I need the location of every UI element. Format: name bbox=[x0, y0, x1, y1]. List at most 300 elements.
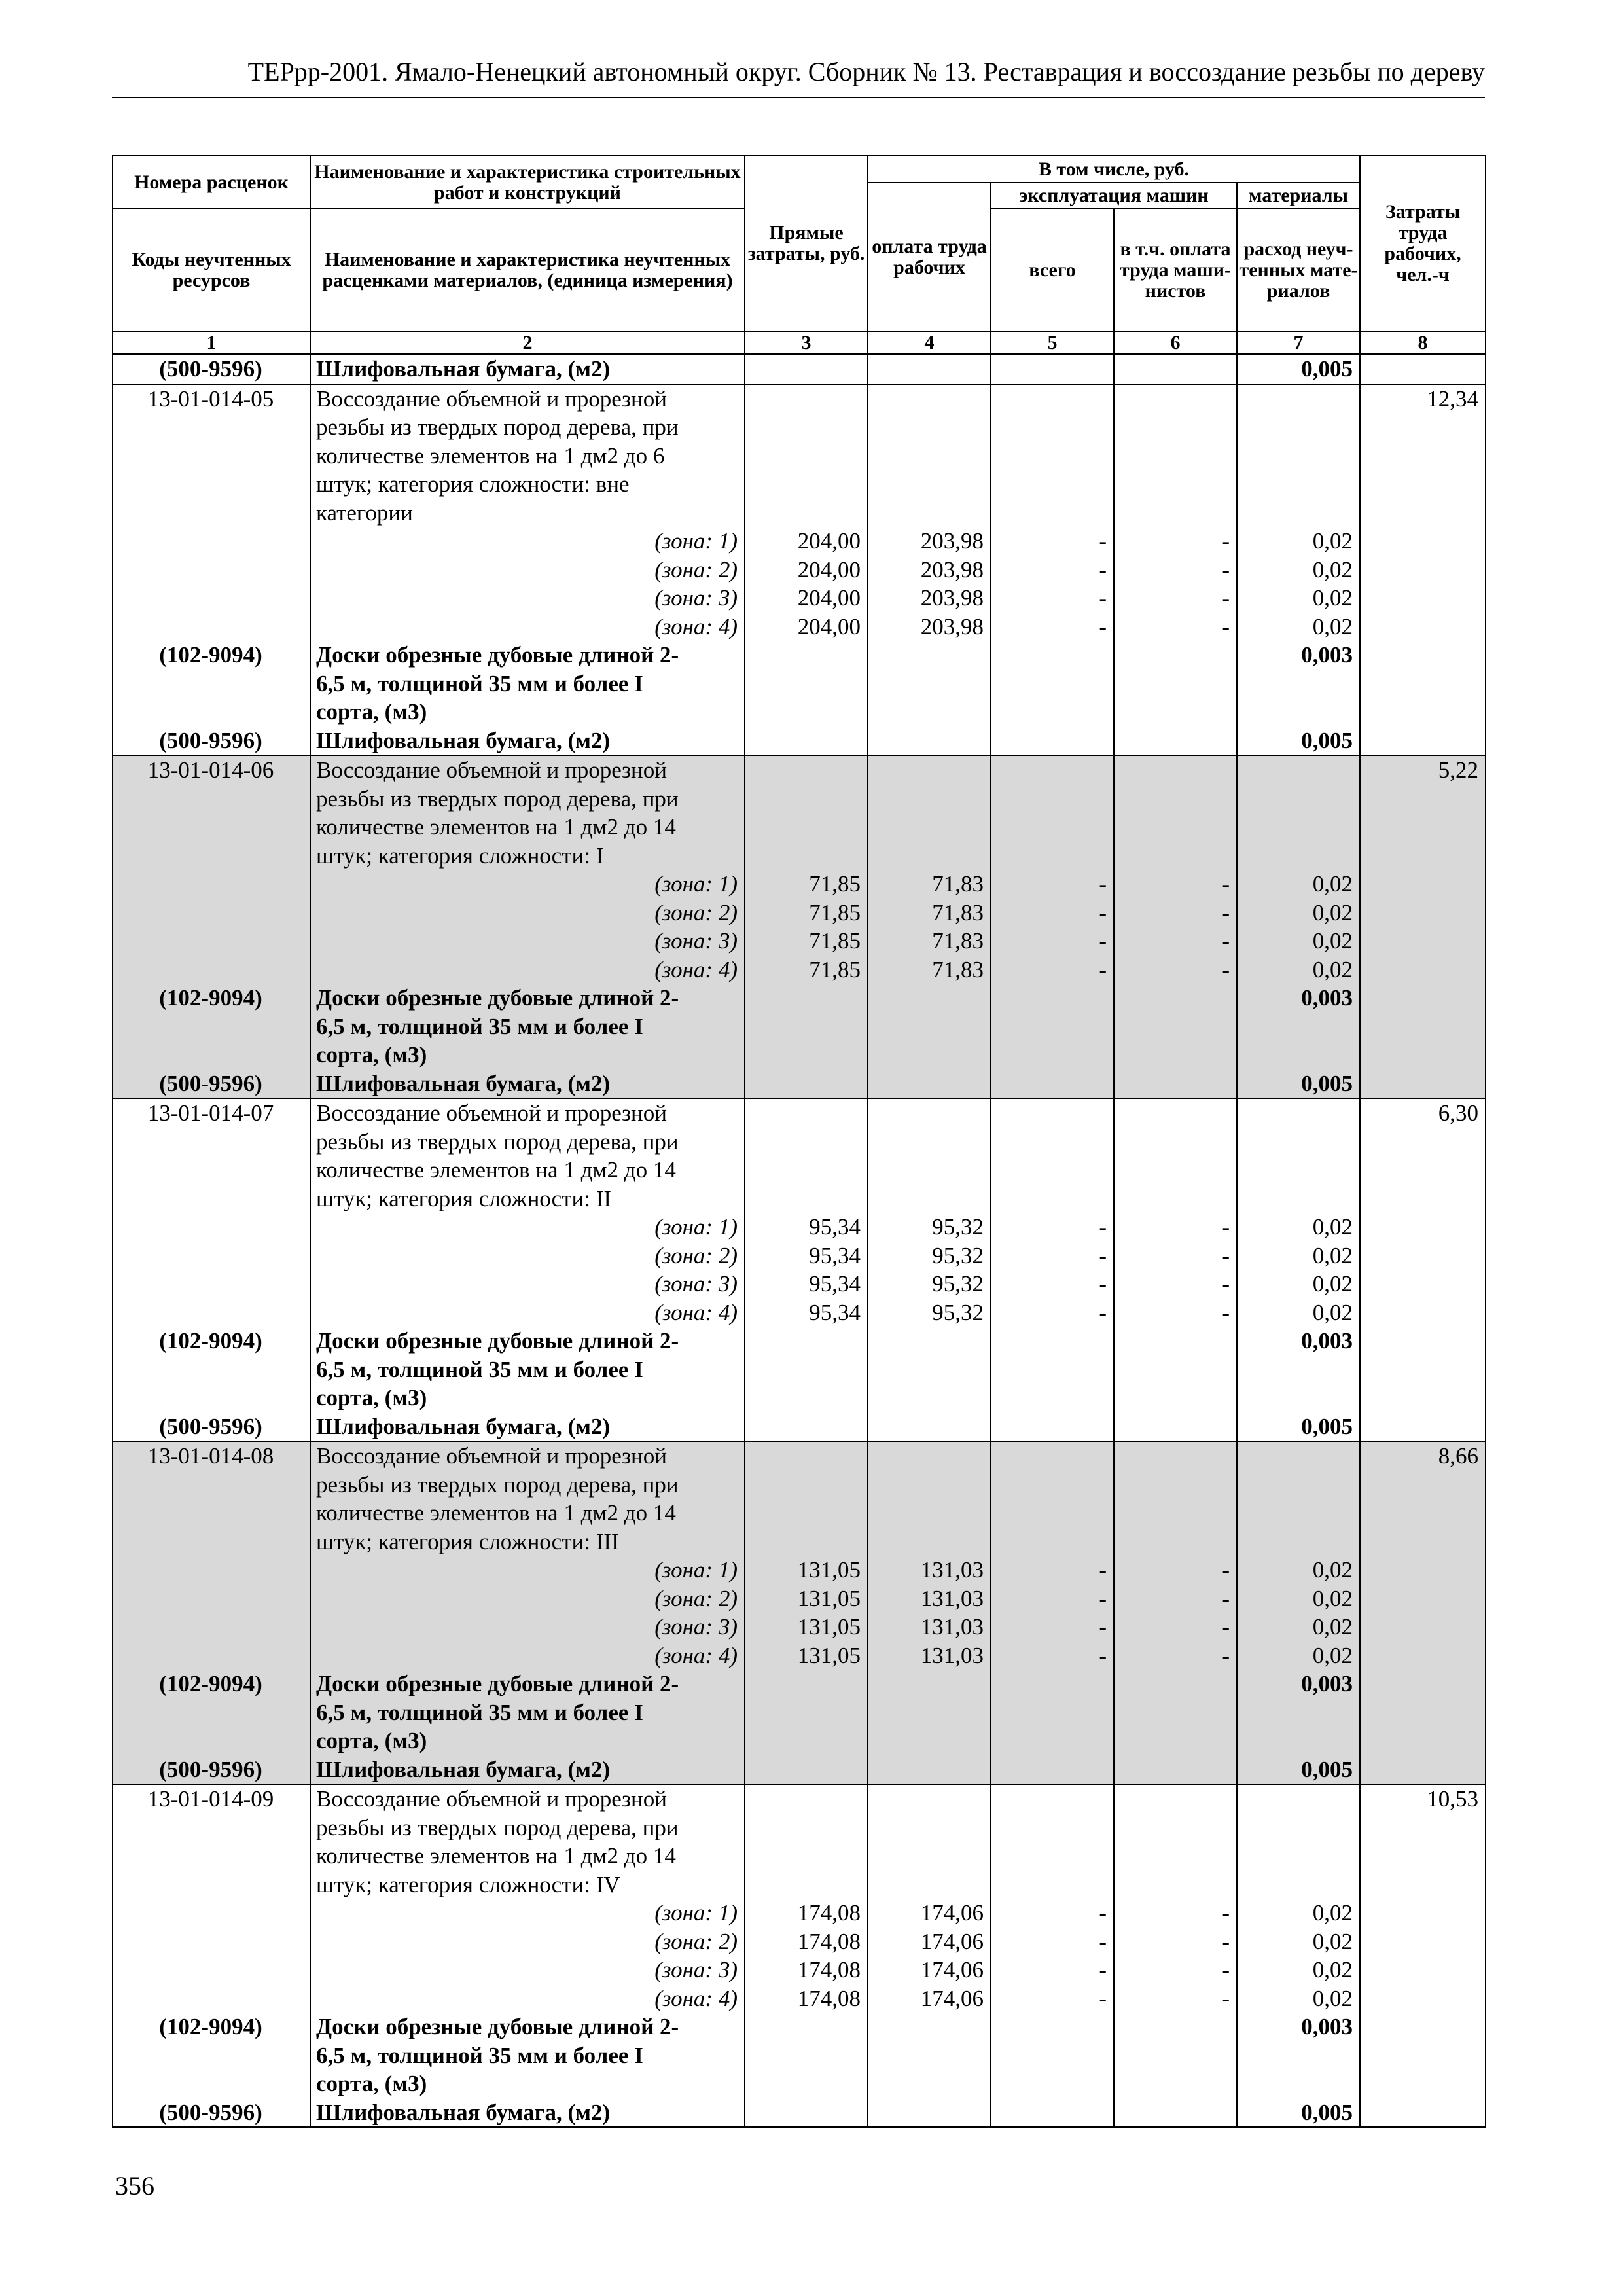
zone-label: (зона: 3) bbox=[310, 584, 745, 613]
direct-cost bbox=[745, 1384, 868, 1412]
machinist-wages bbox=[1114, 2098, 1237, 2128]
material-consumption: 0,02 bbox=[1237, 1613, 1360, 1641]
machinist-wages bbox=[1114, 1842, 1237, 1871]
direct-cost bbox=[745, 726, 868, 756]
column-number: 3 bbox=[745, 331, 868, 354]
machinist-wages bbox=[1114, 1128, 1237, 1157]
rate-description: Воссоздание объемной и прорезной bbox=[310, 384, 745, 414]
header-including: В том числе, руб. bbox=[868, 156, 1360, 183]
wages-cost bbox=[868, 499, 991, 528]
machinist-wages bbox=[1114, 1814, 1237, 1842]
labor-cost bbox=[1360, 1185, 1486, 1213]
wages-cost bbox=[868, 2041, 991, 2070]
machines-total: - bbox=[991, 1613, 1114, 1641]
zone-code-empty bbox=[113, 1641, 310, 1670]
material-consumption bbox=[1237, 1499, 1360, 1528]
material-name: Шлифовальная бумага, (м2) bbox=[310, 1755, 745, 1785]
machines-total bbox=[991, 755, 1114, 785]
labor-cost bbox=[1360, 1871, 1486, 1899]
machinist-wages bbox=[1114, 1412, 1237, 1442]
direct-cost: 204,00 bbox=[745, 527, 868, 556]
direct-cost bbox=[745, 1069, 868, 1099]
machines-total bbox=[991, 1185, 1114, 1213]
direct-cost: 131,05 bbox=[745, 1641, 868, 1670]
rate-description: штук; категория сложности: III bbox=[310, 1528, 745, 1556]
direct-cost bbox=[745, 1041, 868, 1069]
labor-cost bbox=[1360, 1842, 1486, 1871]
labor-cost bbox=[1360, 1299, 1486, 1327]
machinist-wages bbox=[1114, 698, 1237, 726]
zone-code-empty bbox=[113, 1956, 310, 1984]
wages-cost: 131,03 bbox=[868, 1585, 991, 1613]
rate-row bbox=[113, 1842, 1486, 1871]
machinist-wages: - bbox=[1114, 527, 1237, 556]
resource-code: (500-9596) bbox=[113, 1412, 310, 1442]
zone-row bbox=[113, 1585, 1486, 1613]
machinist-wages bbox=[1114, 1698, 1237, 1727]
zone-row bbox=[113, 1928, 1486, 1956]
wages-cost bbox=[868, 641, 991, 670]
rate-code bbox=[113, 1499, 310, 1528]
zone-label: (зона: 4) bbox=[310, 956, 745, 984]
machines-total: - bbox=[991, 1641, 1114, 1670]
machinist-wages: - bbox=[1114, 870, 1237, 899]
labor-cost bbox=[1360, 956, 1486, 984]
wages-cost bbox=[868, 1727, 991, 1755]
direct-cost: 71,85 bbox=[745, 870, 868, 899]
machinist-wages bbox=[1114, 1156, 1237, 1185]
machinist-wages bbox=[1114, 1441, 1237, 1471]
labor-cost bbox=[1360, 2098, 1486, 2128]
zone-row bbox=[113, 527, 1486, 556]
resource-code bbox=[113, 698, 310, 726]
machines-total bbox=[991, 499, 1114, 528]
header-labor-costs: Затраты труда рабочих, чел.-ч bbox=[1360, 156, 1486, 331]
rate-code bbox=[113, 813, 310, 842]
direct-cost bbox=[745, 1128, 868, 1157]
column-number: 7 bbox=[1237, 331, 1360, 354]
resource-code bbox=[113, 1384, 310, 1412]
machinist-wages bbox=[1114, 984, 1237, 1013]
machines-total: - bbox=[991, 1984, 1114, 2013]
rates-table bbox=[112, 155, 1486, 2128]
column-number: 4 bbox=[868, 331, 991, 354]
zone-code-empty bbox=[113, 556, 310, 584]
zone-row bbox=[113, 956, 1486, 984]
material-consumption: 0,02 bbox=[1237, 613, 1360, 641]
wages-cost bbox=[868, 1013, 991, 1041]
resource-code bbox=[113, 670, 310, 698]
machines-total bbox=[991, 1727, 1114, 1755]
direct-cost bbox=[745, 1355, 868, 1384]
rate-description: количестве элементов на 1 дм2 до 14 bbox=[310, 813, 745, 842]
direct-cost bbox=[745, 354, 868, 384]
rate-description: количестве элементов на 1 дм2 до 6 bbox=[310, 442, 745, 471]
direct-cost bbox=[745, 1013, 868, 1041]
material-consumption: 0,02 bbox=[1237, 1928, 1360, 1956]
resource-code bbox=[113, 1041, 310, 1069]
rate-code bbox=[113, 413, 310, 442]
direct-cost bbox=[745, 842, 868, 870]
zone-code-empty bbox=[113, 1613, 310, 1641]
labor-cost bbox=[1360, 442, 1486, 471]
zone-row bbox=[113, 899, 1486, 927]
rate-code bbox=[113, 1842, 310, 1871]
rate-row bbox=[113, 1471, 1486, 1499]
machinist-wages: - bbox=[1114, 1242, 1237, 1270]
material-name: Доски обрезные дубовые длиной 2- bbox=[310, 1327, 745, 1355]
material-row bbox=[113, 1384, 1486, 1412]
header-materials: материалы bbox=[1237, 183, 1360, 209]
zone-code-empty bbox=[113, 1299, 310, 1327]
material-consumption: 0,003 bbox=[1237, 1670, 1360, 1698]
material-consumption bbox=[1237, 1871, 1360, 1899]
direct-cost: 95,34 bbox=[745, 1213, 868, 1242]
direct-cost bbox=[745, 1412, 868, 1442]
material-row bbox=[113, 1041, 1486, 1069]
material-consumption: 0,02 bbox=[1237, 1641, 1360, 1670]
machines-total: - bbox=[991, 613, 1114, 641]
zone-label: (зона: 1) bbox=[310, 1213, 745, 1242]
labor-cost bbox=[1360, 899, 1486, 927]
machines-total bbox=[991, 1698, 1114, 1727]
labor-cost bbox=[1360, 842, 1486, 870]
machines-total bbox=[991, 2041, 1114, 2070]
wages-cost bbox=[868, 1842, 991, 1871]
material-row bbox=[113, 641, 1486, 670]
machines-total bbox=[991, 1441, 1114, 1471]
rate-row bbox=[113, 442, 1486, 471]
material-name: Шлифовальная бумага, (м2) bbox=[310, 354, 745, 384]
material-consumption bbox=[1237, 470, 1360, 499]
direct-cost bbox=[745, 984, 868, 1013]
rate-row bbox=[113, 785, 1486, 814]
direct-cost: 71,85 bbox=[745, 899, 868, 927]
machines-total bbox=[991, 470, 1114, 499]
labor-cost bbox=[1360, 1069, 1486, 1099]
machines-total bbox=[991, 726, 1114, 756]
header-resource-codes: Коды неучтенных ресурсов bbox=[113, 209, 310, 331]
direct-cost: 204,00 bbox=[745, 584, 868, 613]
direct-cost bbox=[745, 442, 868, 471]
machines-total bbox=[991, 1412, 1114, 1442]
material-consumption: 0,02 bbox=[1237, 1270, 1360, 1299]
wages-cost: 174,06 bbox=[868, 1984, 991, 2013]
machines-total bbox=[991, 1355, 1114, 1384]
direct-cost: 131,05 bbox=[745, 1585, 868, 1613]
labor-cost bbox=[1360, 613, 1486, 641]
zone-label: (зона: 2) bbox=[310, 1928, 745, 1956]
zone-row bbox=[113, 1984, 1486, 2013]
machines-total: - bbox=[991, 1956, 1114, 1984]
machinist-wages bbox=[1114, 1041, 1237, 1069]
machinist-wages: - bbox=[1114, 1613, 1237, 1641]
table-header bbox=[113, 156, 1486, 331]
zone-row bbox=[113, 1899, 1486, 1928]
machines-total: - bbox=[991, 527, 1114, 556]
rate-code bbox=[113, 442, 310, 471]
machines-total bbox=[991, 442, 1114, 471]
resource-code bbox=[113, 1698, 310, 1727]
material-name: Шлифовальная бумага, (м2) bbox=[310, 726, 745, 756]
wages-cost bbox=[868, 2098, 991, 2128]
labor-cost bbox=[1360, 1327, 1486, 1355]
table-body bbox=[113, 331, 1486, 2127]
material-consumption bbox=[1237, 1013, 1360, 1041]
machinist-wages bbox=[1114, 470, 1237, 499]
machinist-wages bbox=[1114, 1784, 1237, 1814]
wages-cost: 71,83 bbox=[868, 927, 991, 956]
labor-cost bbox=[1360, 1213, 1486, 1242]
labor-cost bbox=[1360, 1384, 1486, 1412]
wages-cost: 71,83 bbox=[868, 870, 991, 899]
material-consumption bbox=[1237, 384, 1360, 414]
rate-description: штук; категория сложности: I bbox=[310, 842, 745, 870]
machines-total: - bbox=[991, 1299, 1114, 1327]
rate-description: Воссоздание объемной и прорезной bbox=[310, 1441, 745, 1471]
wages-cost bbox=[868, 1041, 991, 1069]
machines-total: - bbox=[991, 1556, 1114, 1585]
rate-row bbox=[113, 813, 1486, 842]
material-row bbox=[113, 1727, 1486, 1755]
header-rate-numbers: Номера расценок bbox=[113, 156, 310, 209]
rate-description: штук; категория сложности: IV bbox=[310, 1871, 745, 1899]
material-row bbox=[113, 1670, 1486, 1698]
direct-cost: 95,34 bbox=[745, 1270, 868, 1299]
labor-cost bbox=[1360, 670, 1486, 698]
machinist-wages: - bbox=[1114, 927, 1237, 956]
wages-cost: 174,06 bbox=[868, 1956, 991, 1984]
material-consumption: 0,005 bbox=[1237, 726, 1360, 756]
rate-code: 13-01-014-07 bbox=[113, 1098, 310, 1128]
resource-code bbox=[113, 2070, 310, 2098]
wages-cost bbox=[868, 1871, 991, 1899]
material-consumption bbox=[1237, 698, 1360, 726]
wages-cost bbox=[868, 842, 991, 870]
machines-total bbox=[991, 1013, 1114, 1041]
machines-total bbox=[991, 354, 1114, 384]
direct-cost bbox=[745, 1185, 868, 1213]
resource-code: (102-9094) bbox=[113, 2013, 310, 2041]
rate-description: количестве элементов на 1 дм2 до 14 bbox=[310, 1499, 745, 1528]
labor-cost bbox=[1360, 1041, 1486, 1069]
labor-cost bbox=[1360, 1471, 1486, 1499]
material-name: 6,5 м, толщиной 35 мм и более I bbox=[310, 2041, 745, 2070]
material-consumption bbox=[1237, 1041, 1360, 1069]
labor-cost bbox=[1360, 1242, 1486, 1270]
wages-cost bbox=[868, 1327, 991, 1355]
direct-cost: 174,08 bbox=[745, 1984, 868, 2013]
resource-code: (102-9094) bbox=[113, 1327, 310, 1355]
rate-description: Воссоздание объемной и прорезной bbox=[310, 1784, 745, 1814]
wages-cost bbox=[868, 1499, 991, 1528]
labor-cost bbox=[1360, 1156, 1486, 1185]
wages-cost: 174,06 bbox=[868, 1928, 991, 1956]
machines-total bbox=[991, 842, 1114, 870]
wages-cost: 95,32 bbox=[868, 1213, 991, 1242]
machines-total: - bbox=[991, 1899, 1114, 1928]
machinist-wages: - bbox=[1114, 899, 1237, 927]
machines-total bbox=[991, 1499, 1114, 1528]
material-name: Доски обрезные дубовые длиной 2- bbox=[310, 2013, 745, 2041]
material-name: Шлифовальная бумага, (м2) bbox=[310, 1069, 745, 1099]
material-consumption: 0,005 bbox=[1237, 354, 1360, 384]
labor-cost bbox=[1360, 1984, 1486, 2013]
rate-code bbox=[113, 1871, 310, 1899]
material-name: сорта, (м3) bbox=[310, 1384, 745, 1412]
wages-cost bbox=[868, 442, 991, 471]
material-consumption bbox=[1237, 2041, 1360, 2070]
direct-cost bbox=[745, 1814, 868, 1842]
rate-code bbox=[113, 1814, 310, 1842]
machines-total: - bbox=[991, 556, 1114, 584]
machinist-wages bbox=[1114, 1355, 1237, 1384]
material-consumption: 0,02 bbox=[1237, 870, 1360, 899]
zone-row bbox=[113, 584, 1486, 613]
machinist-wages bbox=[1114, 2013, 1237, 2041]
wages-cost bbox=[868, 2013, 991, 2041]
wages-cost bbox=[868, 1755, 991, 1785]
labor-cost bbox=[1360, 1355, 1486, 1384]
material-consumption: 0,02 bbox=[1237, 556, 1360, 584]
rate-description: категории bbox=[310, 499, 745, 528]
direct-cost: 174,08 bbox=[745, 1928, 868, 1956]
rate-code bbox=[113, 1528, 310, 1556]
material-name: сорта, (м3) bbox=[310, 1727, 745, 1755]
wages-cost bbox=[868, 2070, 991, 2098]
machinist-wages bbox=[1114, 1098, 1237, 1128]
machinist-wages: - bbox=[1114, 613, 1237, 641]
machinist-wages: - bbox=[1114, 1556, 1237, 1585]
machines-total bbox=[991, 2013, 1114, 2041]
material-consumption: 0,02 bbox=[1237, 584, 1360, 613]
labor-cost bbox=[1360, 1270, 1486, 1299]
labor-cost bbox=[1360, 499, 1486, 528]
wages-cost: 95,32 bbox=[868, 1270, 991, 1299]
zone-row bbox=[113, 1270, 1486, 1299]
rate-description: резьбы из твердых пород дерева, при bbox=[310, 1814, 745, 1842]
header-machinist-wages: в т.ч. оплата труда маши-нистов bbox=[1114, 209, 1237, 331]
header-material-consumption: расход неуч-тенных мате-риалов bbox=[1237, 209, 1360, 331]
zone-code-empty bbox=[113, 1899, 310, 1928]
direct-cost: 71,85 bbox=[745, 956, 868, 984]
material-consumption bbox=[1237, 1814, 1360, 1842]
rate-row bbox=[113, 413, 1486, 442]
labor-cost bbox=[1360, 1528, 1486, 1556]
zone-code-empty bbox=[113, 899, 310, 927]
wages-cost: 95,32 bbox=[868, 1299, 991, 1327]
labor-cost bbox=[1360, 1499, 1486, 1528]
wages-cost: 203,98 bbox=[868, 613, 991, 641]
zone-label: (зона: 1) bbox=[310, 527, 745, 556]
rate-row bbox=[113, 1814, 1486, 1842]
material-consumption bbox=[1237, 1384, 1360, 1412]
wages-cost bbox=[868, 1670, 991, 1698]
rate-row bbox=[113, 1499, 1486, 1528]
wages-cost bbox=[868, 1384, 991, 1412]
wages-cost bbox=[868, 1528, 991, 1556]
machinist-wages bbox=[1114, 2041, 1237, 2070]
rate-description: резьбы из твердых пород дерева, при bbox=[310, 1471, 745, 1499]
material-row bbox=[113, 1013, 1486, 1041]
direct-cost bbox=[745, 1528, 868, 1556]
rate-code bbox=[113, 470, 310, 499]
machines-total: - bbox=[991, 1928, 1114, 1956]
machines-total bbox=[991, 698, 1114, 726]
wages-cost bbox=[868, 1185, 991, 1213]
zone-code-empty bbox=[113, 1585, 310, 1613]
wages-cost bbox=[868, 1355, 991, 1384]
rate-row bbox=[113, 1784, 1486, 1814]
direct-cost: 174,08 bbox=[745, 1899, 868, 1928]
material-row bbox=[113, 670, 1486, 698]
direct-cost bbox=[745, 813, 868, 842]
direct-cost bbox=[745, 785, 868, 814]
header-wages: оплата труда рабочих bbox=[868, 183, 991, 331]
wages-cost: 203,98 bbox=[868, 556, 991, 584]
rate-row bbox=[113, 842, 1486, 870]
material-consumption bbox=[1237, 1784, 1360, 1814]
material-row bbox=[113, 1355, 1486, 1384]
header-machines: эксплуатация машин bbox=[991, 183, 1237, 209]
header-direct-costs: Прямые затраты, руб. bbox=[745, 156, 868, 331]
material-consumption bbox=[1237, 499, 1360, 528]
labor-cost bbox=[1360, 1755, 1486, 1785]
wages-cost bbox=[868, 670, 991, 698]
material-consumption: 0,005 bbox=[1237, 1755, 1360, 1785]
machinist-wages bbox=[1114, 1670, 1237, 1698]
material-consumption: 0,02 bbox=[1237, 899, 1360, 927]
labor-cost bbox=[1360, 1814, 1486, 1842]
page-header-title: ТЕРрр-2001. Ямало-Ненецкий автономный округ. Сборник № 13. Реставрация и воссоздание резьбы по дереву bbox=[112, 58, 1485, 98]
rate-description: штук; категория сложности: вне bbox=[310, 470, 745, 499]
zone-row bbox=[113, 1242, 1486, 1270]
direct-cost bbox=[745, 1441, 868, 1471]
wages-cost: 174,06 bbox=[868, 1899, 991, 1928]
machinist-wages bbox=[1114, 1755, 1237, 1785]
labor-cost bbox=[1360, 1698, 1486, 1727]
direct-cost bbox=[745, 2013, 868, 2041]
material-consumption: 0,003 bbox=[1237, 1327, 1360, 1355]
wages-cost bbox=[868, 785, 991, 814]
zone-label: (зона: 2) bbox=[310, 1585, 745, 1613]
zone-row bbox=[113, 870, 1486, 899]
material-consumption bbox=[1237, 1128, 1360, 1157]
zone-label: (зона: 4) bbox=[310, 1984, 745, 2013]
direct-cost: 204,00 bbox=[745, 613, 868, 641]
resource-code bbox=[113, 1727, 310, 1755]
direct-cost bbox=[745, 1755, 868, 1785]
rate-code bbox=[113, 1471, 310, 1499]
wages-cost: 203,98 bbox=[868, 584, 991, 613]
material-row bbox=[113, 1412, 1486, 1442]
labor-cost bbox=[1360, 984, 1486, 1013]
material-name: Доски обрезные дубовые длиной 2- bbox=[310, 641, 745, 670]
wages-cost bbox=[868, 755, 991, 785]
direct-cost: 131,05 bbox=[745, 1556, 868, 1585]
machinist-wages bbox=[1114, 442, 1237, 471]
direct-cost bbox=[745, 1156, 868, 1185]
material-consumption: 0,02 bbox=[1237, 1213, 1360, 1242]
material-consumption bbox=[1237, 1156, 1360, 1185]
machines-total bbox=[991, 1098, 1114, 1128]
material-name: 6,5 м, толщиной 35 мм и более I bbox=[310, 1698, 745, 1727]
material-consumption: 0,02 bbox=[1237, 527, 1360, 556]
machinist-wages bbox=[1114, 755, 1237, 785]
machines-total bbox=[991, 1471, 1114, 1499]
direct-cost bbox=[745, 670, 868, 698]
zone-label: (зона: 2) bbox=[310, 1242, 745, 1270]
